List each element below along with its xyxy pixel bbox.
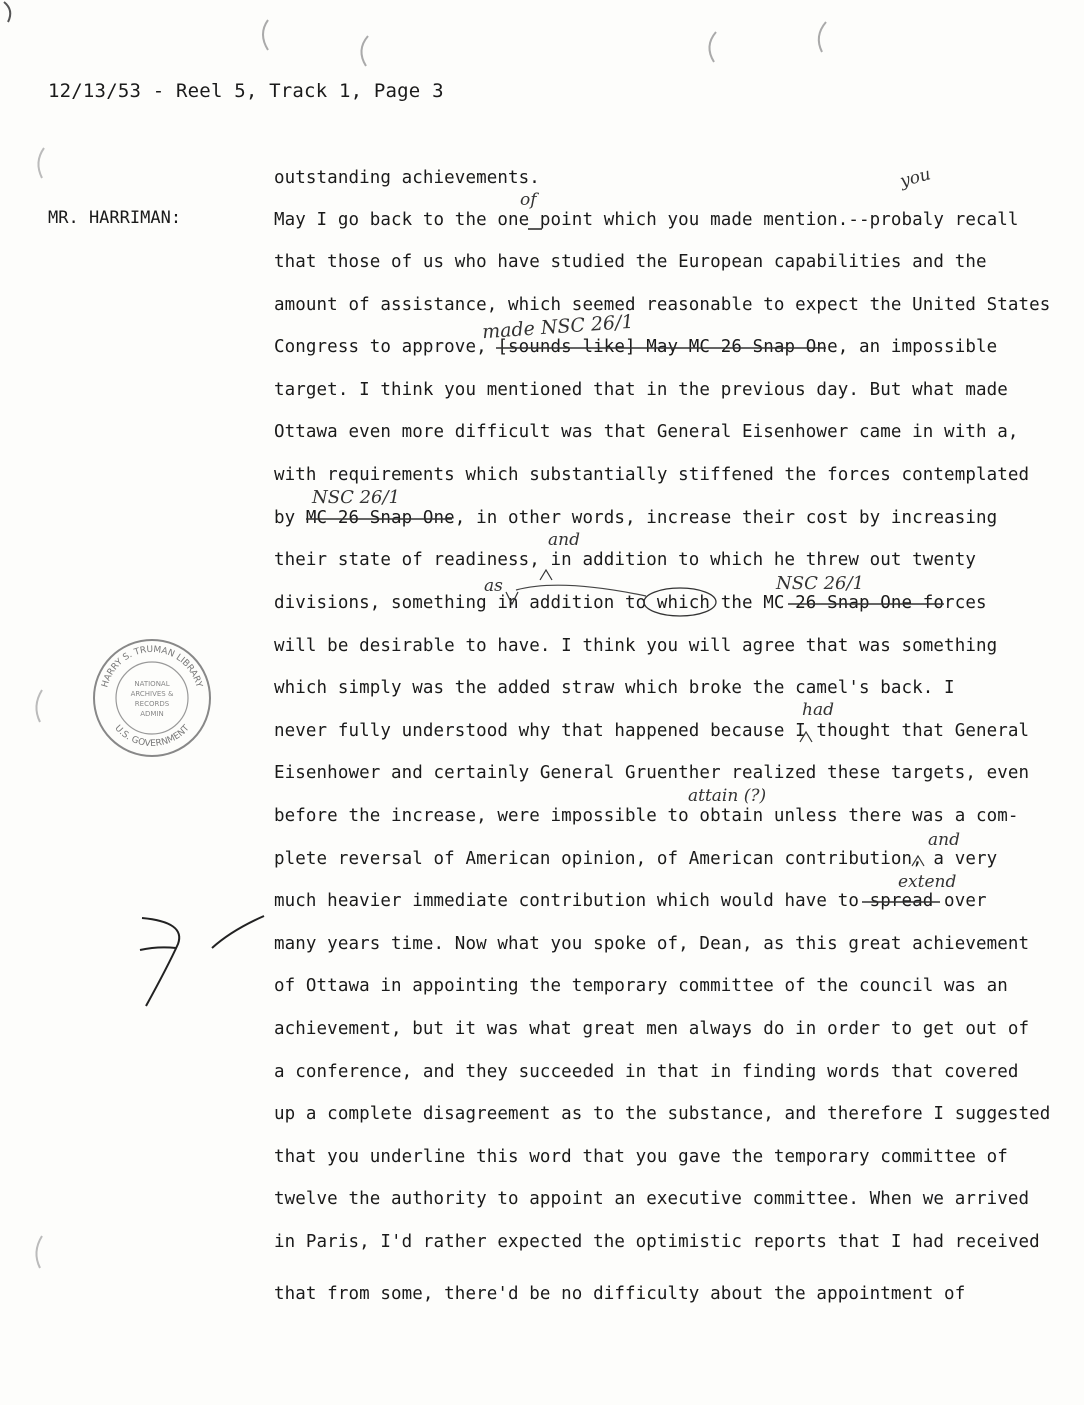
transcript-line: up a complete disagreement as to the substance, and therefore I suggested <box>274 1104 1051 1124</box>
speaker-label: MR. HARRIMAN: <box>48 208 182 228</box>
corner-mark <box>4 2 10 22</box>
transcript-line: will be desirable to have. I think you will agree that was something <box>274 636 998 656</box>
transcript-line: in Paris, I'd rather expected the optimistic reports that I had received <box>274 1232 1040 1252</box>
archive-stamp <box>90 636 214 760</box>
transcript-line: Congress to approve, [sounds like] May MC 26 Snap One, an impossible <box>274 337 998 357</box>
stamp-center-line: ADMIN <box>140 710 164 718</box>
transcript-line: amount of assistance, which seemed reasonable to expect the United States <box>274 295 1051 315</box>
transcript-line: their state of readiness, in addition to which he threw out twenty <box>274 550 976 570</box>
transcript-line: much heavier immediate contribution which would have to spread over <box>274 891 987 911</box>
hole-bracket-mark <box>38 148 44 178</box>
annotation-and-first: and <box>548 530 580 550</box>
annotation-nsc-second: NSC 26/1 <box>776 573 864 594</box>
annotation-nsc-first: NSC 26/1 <box>312 487 400 508</box>
page-header: 12/13/53 - Reel 5, Track 1, Page 3 <box>48 80 444 102</box>
hole-bracket-mark <box>36 690 42 722</box>
transcript-line: of Ottawa in appointing the temporary committee of the council was an <box>274 976 1008 996</box>
transcript-line: never fully understood why that happened because I thought that General <box>274 721 1030 741</box>
hole-bracket-mark <box>709 32 716 62</box>
transcript-line: that you underline this word that you gave the temporary committee of <box>274 1147 1008 1167</box>
stamp-top-text: HARRY S. TRUMAN LIBRARY <box>100 644 204 689</box>
annotation-attain: attain (?) <box>688 786 767 806</box>
hole-bracket-mark <box>263 20 268 50</box>
transcript-line: Ottawa even more difficult was that General Eisenhower came in with a, <box>274 422 1019 442</box>
transcript-line: twelve the authority to appoint an executive committee. When we arrived <box>274 1189 1030 1209</box>
annotation-made-nsc: made NSC 26/1 <box>481 310 635 344</box>
transcript-line: a conference, and they succeeded in that in finding words that covered <box>274 1062 1019 1082</box>
transcript-line: many years time. Now what you spoke of, Dean, as this great achievement <box>274 934 1030 954</box>
transcript-line: which simply was the added straw which broke the camel's back. I <box>274 678 955 698</box>
caret-mark <box>540 570 552 580</box>
annotation-extend: extend <box>898 872 957 892</box>
hole-bracket-mark <box>361 36 368 66</box>
transcript-line: that those of us who have studied the European capabilities and the <box>274 252 987 272</box>
transcript-line: with requirements which substantially stiffened the forces contemplated <box>274 465 1030 485</box>
annotation-and-second: and <box>928 830 960 850</box>
annotation-as: as <box>484 576 503 596</box>
transcript-line: achievement, but it was what great men always do in order to get out of <box>274 1019 1030 1039</box>
hole-bracket-mark <box>819 22 826 52</box>
transcript-line: by MC 26 Snap One, in other words, increase their cost by increasing <box>274 508 998 528</box>
stamp-center-line: ARCHIVES & <box>130 690 174 698</box>
transcript-line: before the increase, were impossible to obtain unless there was a com- <box>274 806 1019 826</box>
hole-bracket-mark <box>36 1236 42 1268</box>
annotation-had: had <box>802 700 834 720</box>
annotation-of: of <box>520 190 537 210</box>
margin-bracket-mark <box>142 918 179 1006</box>
transcript-line: plete reversal of American opinion, of American contribution, a very <box>274 849 998 869</box>
transcript-line: outstanding achievements. <box>274 168 540 188</box>
margin-bracket-mark <box>140 947 176 950</box>
margin-tick-mark <box>212 916 264 948</box>
transcript-line: divisions, something in addition to which the MC 26 Snap One forces <box>274 593 987 613</box>
stamp-bottom-text: U.S. GOVERNMENT <box>112 723 192 750</box>
transcript-line: that from some, there'd be no difficulty about the appointment of <box>274 1284 966 1304</box>
stamp-center-line: RECORDS <box>134 700 170 708</box>
transcript-line: Eisenhower and certainly General Gruenther realized these targets, even <box>274 763 1030 783</box>
transcript-line: target. I think you mentioned that in the previous day. But what made <box>274 380 1008 400</box>
transcript-line: May I go back to the one point which you made mention.--probaly recall <box>274 210 1019 230</box>
stamp-center-line: NATIONAL <box>134 680 170 688</box>
annotation-you: you <box>897 164 933 192</box>
